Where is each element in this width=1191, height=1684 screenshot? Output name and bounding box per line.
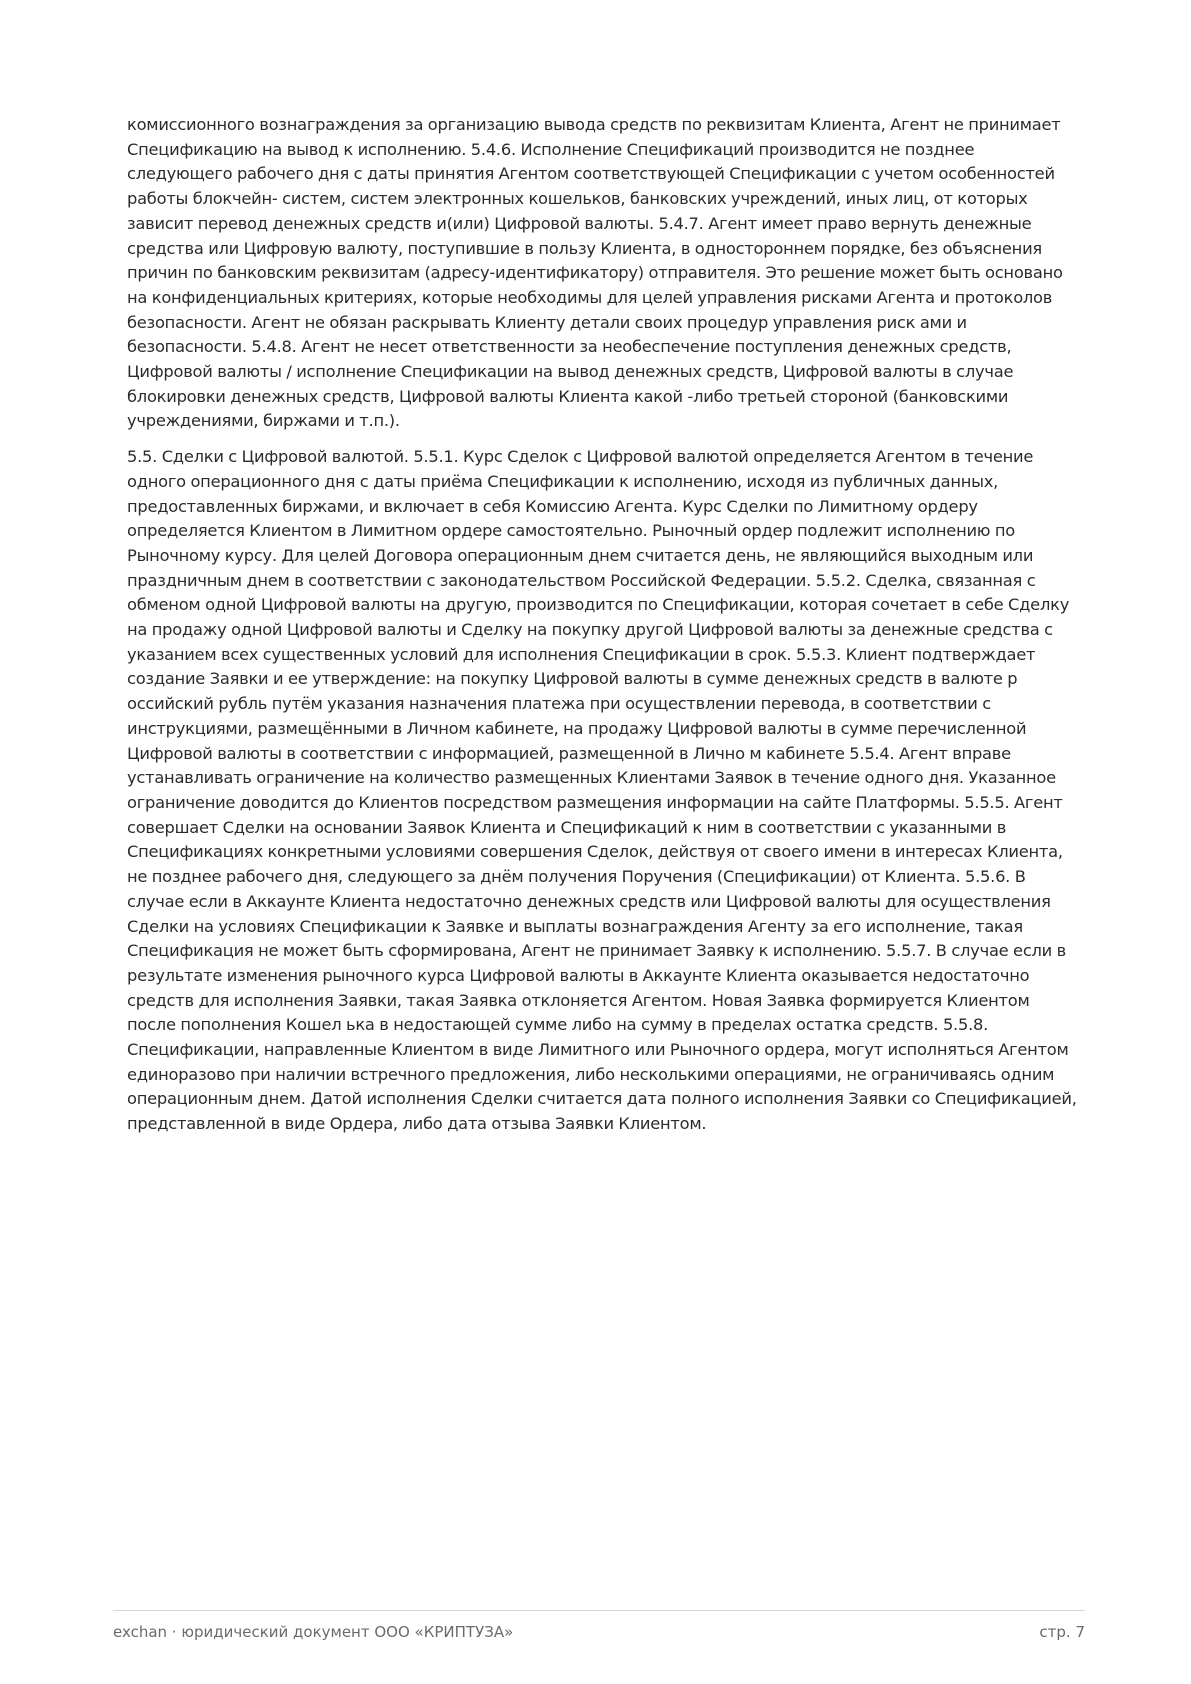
- paragraph-section-5-4-continued: комиссионного вознаграждения за организацию вывода средств по реквизитам Клиента, Агент не принимает Спецификацию на вывод к исполнению. 5.4.6. Исполнение Спецификаций производится не позднее следующего рабочего дня с даты принятия Агентом соответствующей Спецификации с учетом особенностей работы блокчейн- систем, систем электронных кошельков, банковских учреждений, иных лиц, от которых зависит перевод денежных средств и(или) Цифровой валюты. 5.4.7. Агент имеет право вернуть денежные средства или Цифровую валюту, поступившие в пользу Клиента, в одностороннем порядке, без объяснения причин по банковским реквизитам (адресу-идентификатору) отправителя. Это решение может быть основано на конфиденциальных критериях, которые необходимы для целей управления рисками Агента и протоколов безопасности. Агент не обязан раскрывать Клиенту детали своих процедур управления риск ами и безопасности. 5.4.8. Агент не несет ответственности за необеспечение поступления денежных средств, Цифровой валюты / исполнение Спецификации на вывод денежных средств, Цифровой валюты в случае блокировки денежных средств, Цифровой валюты Клиента какой -либо третьей стороной (банковскими учреждениями, биржами и т.п.).: [127, 115, 1063, 431]
- footer-document-title: exchan · юридический документ ООО «КРИПТУЗА»: [113, 1623, 514, 1641]
- page-footer: [113, 1610, 1085, 1641]
- footer-page-number: стр. 7: [1039, 1623, 1085, 1641]
- paragraph-section-5-5: 5.5. Сделки с Цифровой валютой. 5.5.1. Курс Сделок с Цифровой валютой определяется Агентом в течение одного операционного дня с даты приёма Спецификации к исполнению, исходя из публичных данных, предоставленных биржами, и включает в себя Комиссию Агента. Курс Сделки по Лимитному ордеру определяется Клиентом в Лимитном ордере самостоятельно. Рыночный ордер подлежит исполнению по Рыночному курсу. Для целей Договора операционным днем считается день, не являющийся выходным или праздничным днем в соответствии с законодательством Российской Федерации. 5.5.2. Сделка, связанная с обменом одной Цифровой валюты на другую, производится по Спецификации, которая сочетает в себе Сделку на продажу одной Цифровой валюты и Сделку на покупку другой Цифровой валюты за денежные средства с указанием всех существенных условий для исполнения Спецификации в срок. 5.5.3. Клиент подтверждает создание Заявки и ее утверждение: на покупку Цифровой валюты в сумме денежных средств в валюте р оссийский рубль путём указания назначения платежа при осуществлении перевода, в соответствии с инструкциями, размещёнными в Личном кабинете, на продажу Цифровой валюты в сумме перечисленной Цифровой валюты в соответствии с информацией, размещенной в Лично м кабинете 5.5.4. Агент вправе устанавливать ограничение на количество размещенных Клиентами Заявок в течение одного дня. Указанное ограничение доводится до Клиентов посредством размещения информации на сайте Платформы. 5.5.5. Агент совершает Сделки на основании Заявок Клиента и Спецификаций к ним в соответствии с указанными в Спецификациях конкретными условиями совершения Сделок, действуя от своего имени в интересах Клиента, не позднее рабочего дня, следующего за днём получения Поручения (Спецификации) от Клиента. 5.5.6. В случае если в Аккаунте Клиента недостаточно денежных средств или Цифровой валюты для осуществления Сделки на условиях Спецификации к Заявке и выплаты вознаграждения Агенту за его исполнение, такая Спецификация не может быть сформирована, Агент не принимает Заявку к исполнению. 5.5.7. В случае если в результате изменения рыночного курса Цифровой валюты в Аккаунте Клиента оказывается недостаточно средств для исполнения Заявки, такая Заявка отклоняется Агентом. Новая Заявка формируется Клиентом после пополнения Кошел ька в недостающей сумме либо на сумму в пределах остатка средств. 5.5.8. Спецификации, направленные Клиентом в виде Лимитного или Рыночного ордера, могут исполняться Агентом единоразово при наличии встречного предложения, либо несколькими операциями, не ограничиваясь одним операционным днем. Датой исполнения Сделки считается дата полного исполнения Заявки со Спецификацией, представленной в виде Ордера, либо дата отзыва Заявки Клиентом.: [127, 447, 1077, 1134]
- document-body: [127, 113, 1077, 1148]
